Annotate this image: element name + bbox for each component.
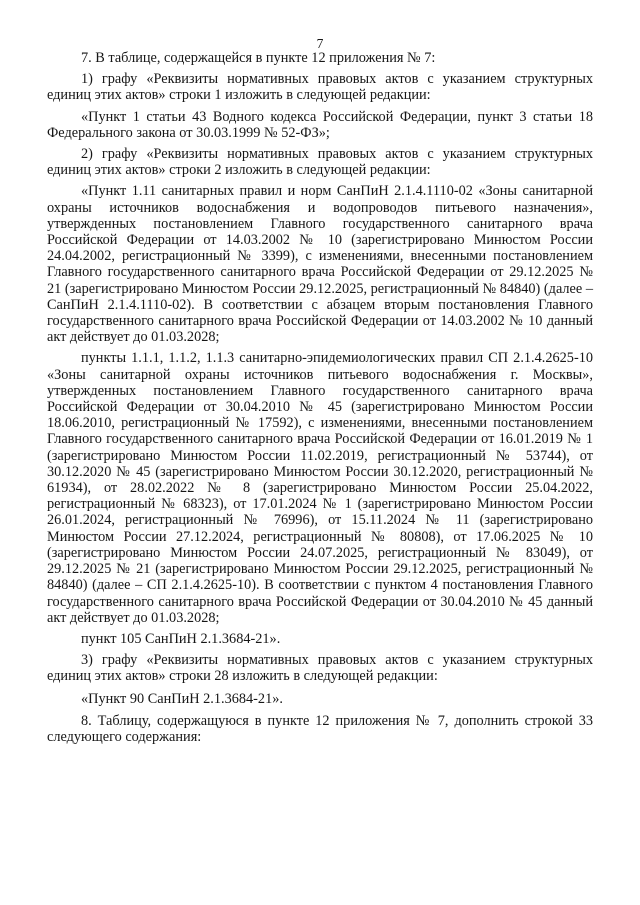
page-number: 7 (316, 36, 324, 51)
paragraph-subitem-3: 3) графу «Реквизиты нормативных правовых актов с указанием структурных единиц этих актов» строки 28 изложить в следующей редакции: (47, 652, 593, 685)
paragraph-quote-row-2-sanpin: «Пункт 1.11 санитарных правил и норм СанПиН 2.1.4.1110-02 «Зоны санитарной охраны источников водоснабжения и водопроводов питьевого назначения», утвержденных постановлением Главного государственного санитарного врача Российской Федерации от 14.03.2002 № 10 (зарегистрировано Минюстом России 24.04.2002, регистрационный № 3399), с изменениями, внесенными постановлением Главного государственного санитарного врача Российской Федерации от 29.12.2025 № 21 (зарегистрировано Минюстом России 29.12.2025, регистрационный № 84840) (далее – СанПиН 2.1.4.1110-02). В соответствии с абзацем вторым постановления Главного государственного санитарного врача Российской Федерации от 14.03.2002 № 10 данный акт действует до 01.03.2028; (47, 183, 593, 346)
paragraph-quote-row-2-sp: пункты 1.1.1, 1.1.2, 1.1.3 санитарно-эпидемиологических правил СП 2.1.4.2625-10 «Зоны санитарной охраны источников питьевого водоснабжения г. Москвы», утвержденных постановлением Главного государственного санитарного врача Российской Федерации от 30.04.2010 № 45 (зарегистрировано Минюстом России 18.06.2010, регистрационный № 17592), с изменениями, внесенными постановлением Главного государственного санитарного врача Российской Федерации от 16.01.2019 № 1 (зарегистрировано Минюстом России 11.02.2019, регистрационный № 53744), от 30.12.2020 № 45 (зарегистрировано Минюстом России 30.12.2020, регистрационный № 61934), от 28.02.2022 № 8 (зарегистрировано Минюстом России 25.04.2022, регистрационный № 68323), от 17.01.2024 № 1 (зарегистрировано Минюстом России 26.01.2024, регистрационный № 76996), от 15.11.2024 № 11 (зарегистрировано Минюстом России 27.12.2024, регистрационный № 80808), от 17.06.2025 № 10 (зарегистрировано Минюстом России 24.07.2025, регистрационный № 83049), от 29.12.2025 № 21 (зарегистрировано Минюстом России 29.12.2025, регистрационный № 84840) (далее – СП 2.1.4.2625-10). В соответствии с пунктом 4 постановления Главного государственного санитарного врача Российской Федерации от 30.04.2010 № 45 данный акт действует до 01.03.2028; (47, 350, 593, 626)
paragraph-subitem-1: 1) графу «Реквизиты нормативных правовых актов с указанием структурных единиц этих актов» строки 1 изложить в следующей редакции: (47, 71, 593, 104)
paragraph-item-7-heading: 7. В таблице, содержащейся в пункте 12 приложения № 7: (81, 50, 436, 66)
paragraph-subitem-2: 2) графу «Реквизиты нормативных правовых актов с указанием структурных единиц этих актов» строки 2 изложить в следующей редакции: (47, 146, 593, 179)
paragraph-quote-row-28: «Пункт 90 СанПиН 2.1.3684-21». (81, 690, 283, 707)
paragraph-item-8: 8. Таблицу, содержащуюся в пункте 12 приложения № 7, дополнить строкой 33 следующего содержания: (47, 712, 593, 745)
paragraph-quote-row-1: «Пункт 1 статьи 43 Водного кодекса Российской Федерации, пункт 3 статьи 18 Федерального закона от 30.03.1999 № 52-ФЗ»; (47, 108, 593, 141)
paragraph-quote-row-2-end: пункт 105 СанПиН 2.1.3684-21». (81, 630, 281, 647)
document-body (47, 50, 593, 745)
